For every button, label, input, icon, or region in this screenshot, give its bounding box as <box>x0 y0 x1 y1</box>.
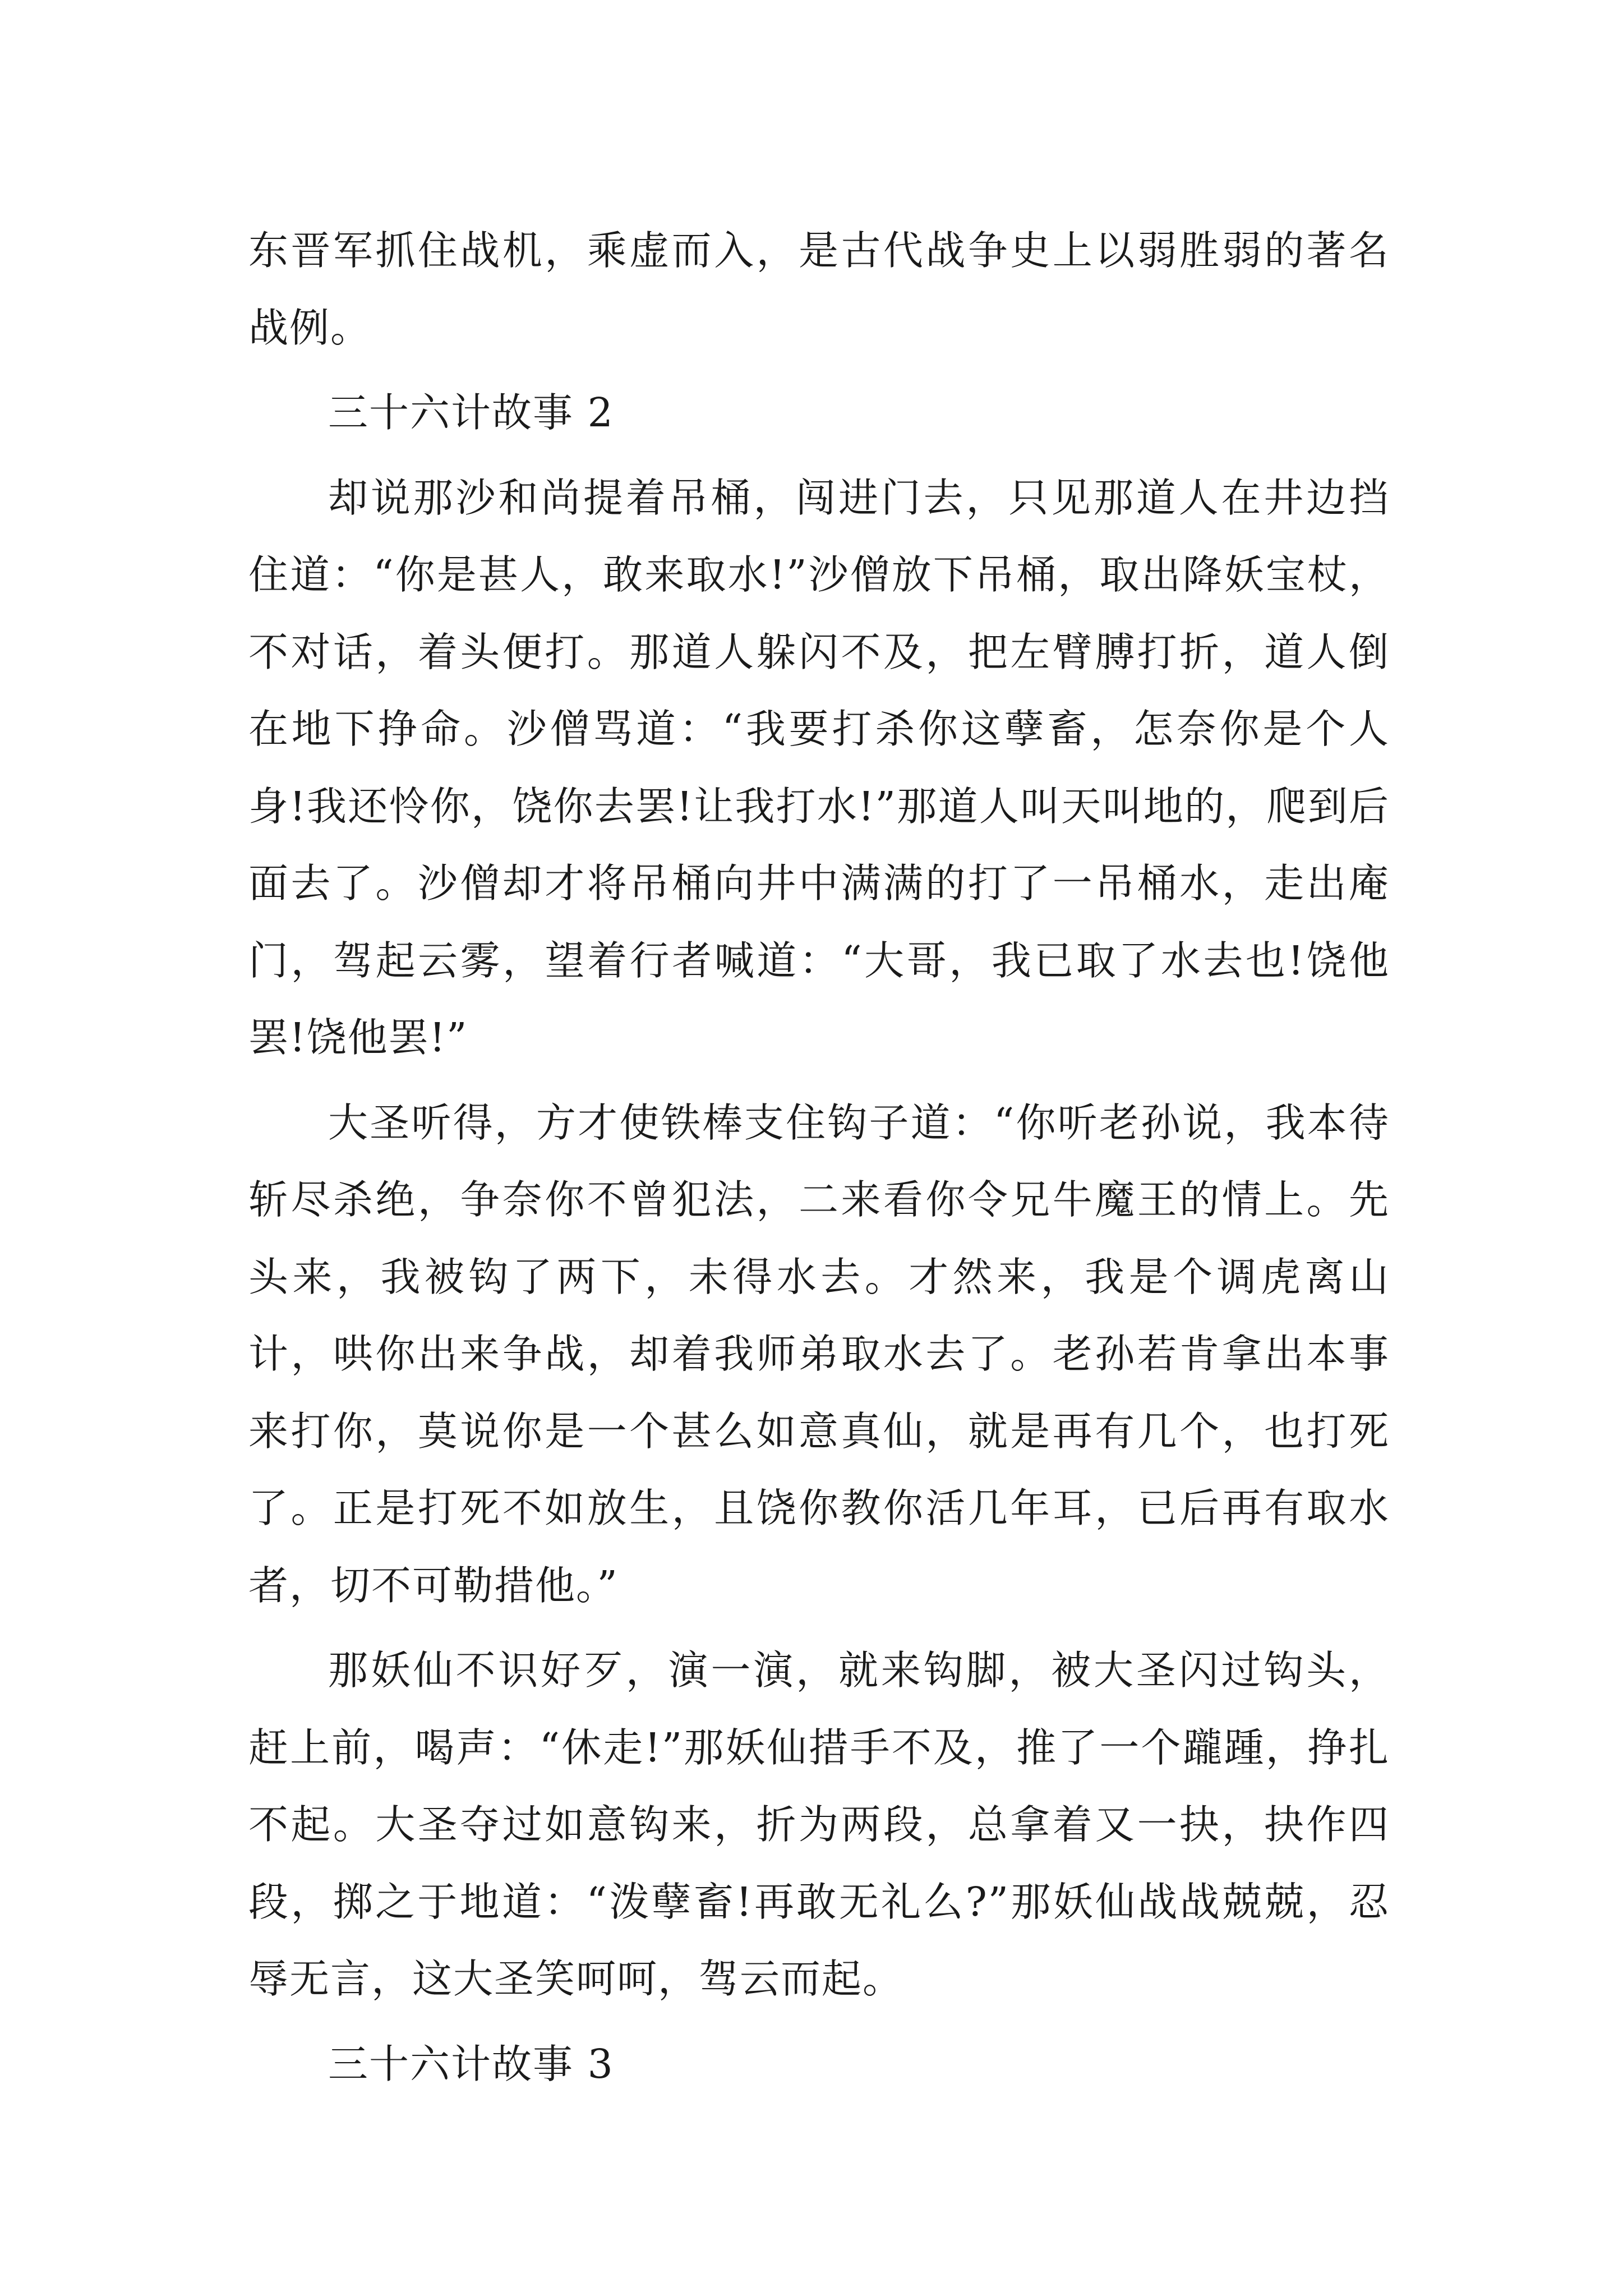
document-body <box>248 212 1390 2102</box>
paragraph: 大圣听得，方才使铁棒支住钩子道：“你听老孙说，我本待斩尽杀绝，争奈你不曾犯法，二来看你令兄牛魔王的情上。先头来，我被钩了两下，未得水去。才然来，我是个调虎离山计，哄你出来争战，却着我师弟取水去了。老孙若肯拿出本事来打你，莫说你是一个甚么如意真仙，就是再有几个，也打死了。正是打死不如放生，且饶你教你活几年耳，已后再有取水者，切不可勒措他。” <box>248 1099 1390 1609</box>
section-heading: 三十六计故事 3 <box>328 2040 614 2087</box>
paragraph-continuation: 东晋军抓住战机，乘虚而入，是古代战争史上以弱胜弱的著名战例。 <box>248 227 1390 351</box>
section-heading: 三十六计故事 2 <box>328 389 614 436</box>
paragraph: 那妖仙不识好歹，演一演，就来钩脚，被大圣闪过钩头，赶上前，喝声：“休走!”那妖仙措手不及，推了一个躘踵，挣扎不起。大圣夺过如意钩来，折为两段，总拿着又一抉，抉作四段，掷之于地道：“泼孽畜!再敢无礼么?”那妖仙战战兢兢，忍辱无言，这大圣笑呵呵，驾云而起。 <box>248 1647 1390 2002</box>
paragraph: 却说那沙和尚提着吊桶，闯进门去，只见那道人在井边挡住道：“你是甚人，敢来取水!”沙僧放下吊桶，取出降妖宝杖，不对话，着头便打。那道人躲闪不及，把左臂膊打折，道人倒在地下挣命。沙僧骂道：“我要打杀你这孽畜，怎奈你是个人身!我还怜你，饶你去罢!让我打水!”那道人叫天叫地的，爬到后面去了。沙僧却才将吊桶向井中满满的打了一吊桶水，走出庵门，驾起云雾，望着行者喊道：“大哥，我已取了水去也!饶他罢!饶他罢!” <box>248 474 1390 1061</box>
